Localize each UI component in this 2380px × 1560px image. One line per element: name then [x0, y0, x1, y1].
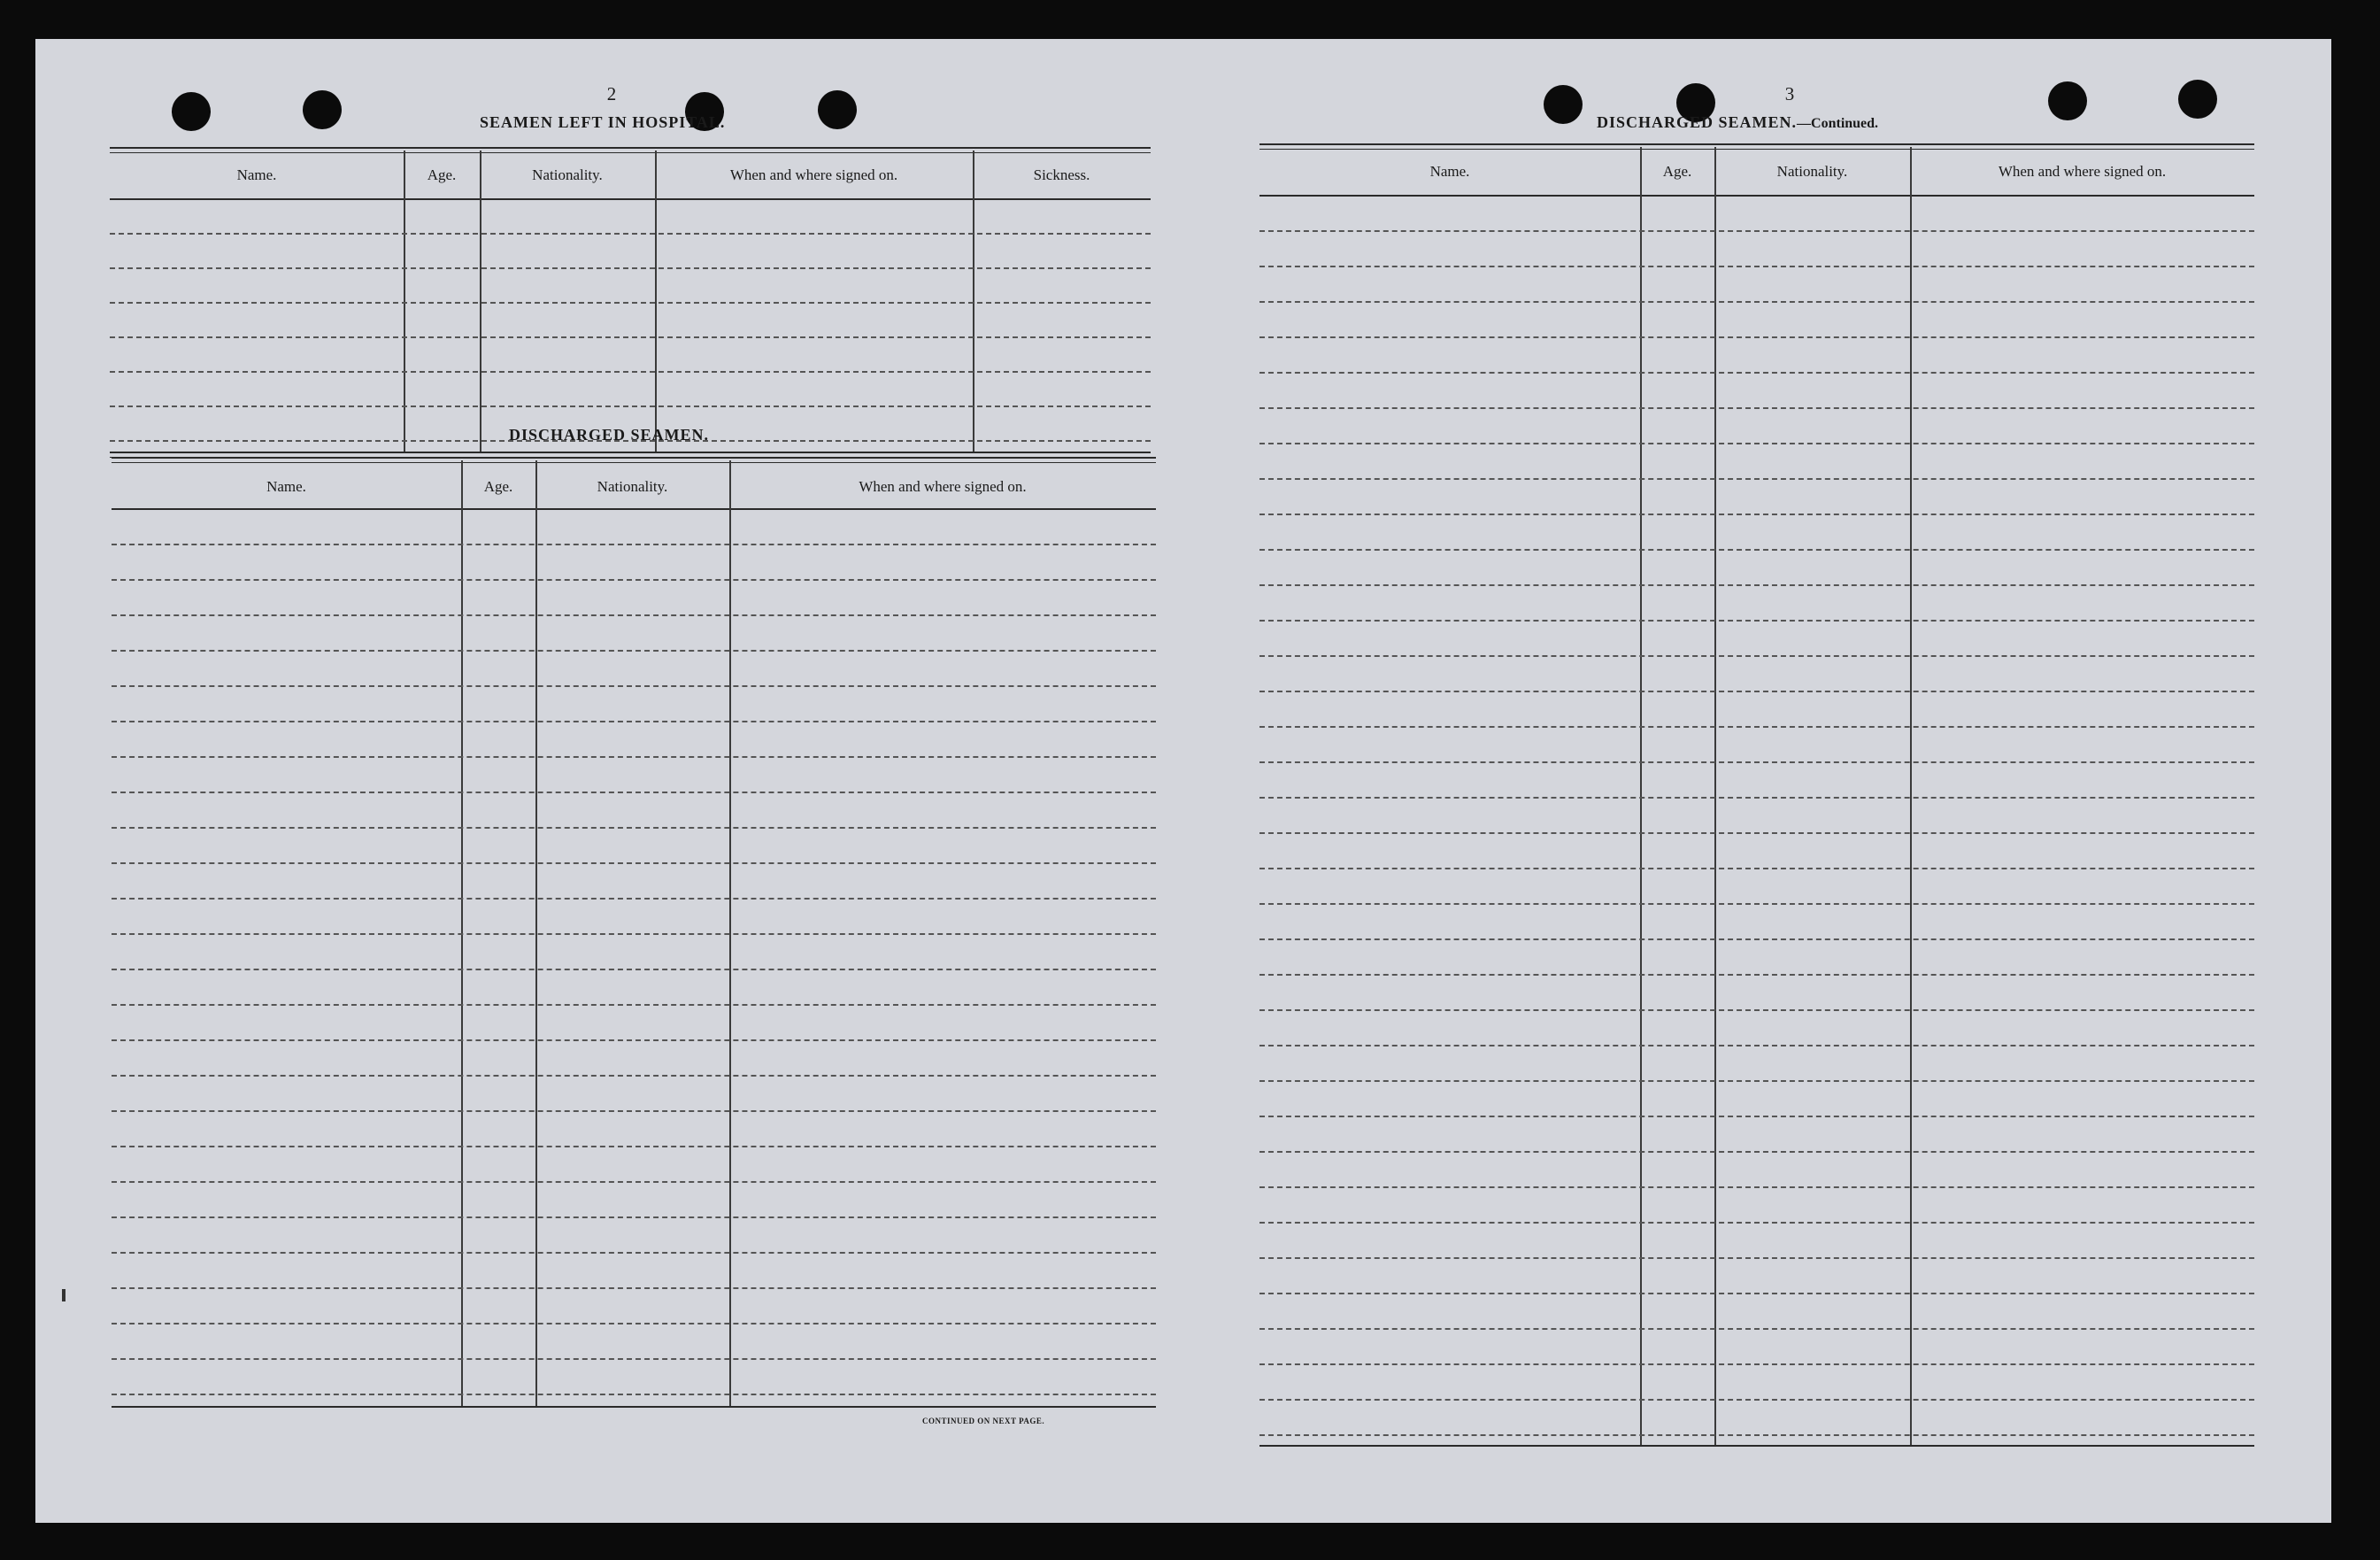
table-bottom-rule — [1259, 1445, 2254, 1447]
entry-line — [110, 233, 1151, 235]
header-rule — [1259, 195, 2254, 197]
punch-hole — [1544, 85, 1583, 124]
entry-line — [1259, 761, 2254, 763]
entry-line — [1259, 301, 2254, 303]
entry-line — [112, 756, 1156, 758]
right-page — [1186, 39, 2331, 1523]
entry-line — [112, 862, 1156, 864]
entry-line — [1259, 1257, 2254, 1259]
column-header: Age. — [427, 166, 457, 183]
entry-line — [112, 792, 1156, 793]
entry-line — [112, 827, 1156, 829]
entry-line — [110, 267, 1151, 269]
entry-line — [1259, 549, 2254, 551]
entry-line — [112, 1394, 1156, 1395]
table-top-rule — [110, 147, 1151, 153]
entry-line — [112, 1075, 1156, 1077]
entry-line — [1259, 372, 2254, 374]
entry-line — [1259, 266, 2254, 267]
entry-line — [112, 1004, 1156, 1006]
entry-line — [112, 969, 1156, 970]
table-top-rule — [1259, 143, 2254, 150]
entry-line — [112, 1358, 1156, 1360]
entry-line — [112, 1181, 1156, 1183]
entry-line — [1259, 407, 2254, 409]
column-header: When and where signed on. — [859, 478, 1027, 495]
entry-line — [1259, 1186, 2254, 1188]
discharged-table — [112, 457, 1156, 1413]
entry-line — [1259, 514, 2254, 515]
header-rule — [110, 198, 1151, 200]
entry-line — [112, 650, 1156, 652]
continued-note: CONTINUED ON NEXT PAGE. — [922, 1417, 1045, 1425]
entry-line — [112, 579, 1156, 581]
column-header: Age. — [483, 478, 513, 495]
entry-line — [1259, 620, 2254, 622]
entry-line — [110, 302, 1151, 304]
entry-line — [1259, 1434, 2254, 1436]
ink-mark — [62, 1289, 65, 1301]
entry-line — [112, 685, 1156, 687]
entry-line — [1259, 1399, 2254, 1401]
entry-line — [112, 1216, 1156, 1218]
entry-line — [1259, 797, 2254, 799]
entry-line — [112, 721, 1156, 722]
column-header: Sickness. — [1033, 166, 1090, 183]
entry-line — [112, 614, 1156, 616]
entry-line — [1259, 336, 2254, 338]
entry-line — [110, 405, 1151, 407]
column-header: Name. — [266, 478, 306, 495]
hospital-section-title: SEAMEN LEFT IN HOSPITAL. — [480, 113, 726, 131]
title-continued: —Continued. — [1797, 116, 1879, 131]
entry-line — [1259, 1080, 2254, 1082]
table-bottom-rule — [112, 1406, 1156, 1408]
entry-line — [112, 933, 1156, 935]
entry-line — [1259, 1293, 2254, 1294]
punch-hole — [818, 90, 857, 129]
column-header: When and where signed on. — [1998, 163, 2167, 180]
entry-line — [110, 371, 1151, 373]
entry-line — [1259, 1116, 2254, 1117]
discharged-section-title: DISCHARGED SEAMEN. — [509, 426, 710, 444]
column-header: When and where signed on. — [729, 166, 898, 183]
entry-line — [112, 1252, 1156, 1254]
left-page — [35, 39, 1168, 1523]
entry-line — [1259, 1363, 2254, 1365]
column-header: Nationality. — [532, 166, 603, 183]
entry-line — [1259, 1151, 2254, 1153]
title-main: DISCHARGED SEAMEN. — [1597, 113, 1798, 131]
punch-hole — [2048, 81, 2087, 120]
entry-line — [1259, 230, 2254, 232]
punch-hole — [2178, 80, 2217, 119]
entry-line — [1259, 655, 2254, 657]
entry-line — [1259, 1009, 2254, 1011]
punch-hole — [303, 90, 342, 129]
entry-line — [1259, 726, 2254, 728]
entry-line — [1259, 443, 2254, 444]
entry-line — [1259, 584, 2254, 586]
column-divider — [1714, 147, 1716, 1445]
entry-line — [112, 544, 1156, 545]
column-header: Name. — [236, 166, 277, 183]
entry-line — [1259, 478, 2254, 480]
column-header: Nationality. — [597, 478, 668, 495]
entry-line — [112, 1146, 1156, 1147]
hospital-table — [110, 147, 1151, 457]
entry-line — [1259, 1045, 2254, 1046]
entry-line — [112, 1110, 1156, 1112]
entry-line — [1259, 1328, 2254, 1330]
entry-line — [112, 1039, 1156, 1041]
header-rule — [112, 508, 1156, 510]
entry-line — [1259, 903, 2254, 905]
entry-line — [112, 1287, 1156, 1289]
entry-line — [1259, 832, 2254, 834]
entry-line — [1259, 974, 2254, 976]
column-header: Name. — [1429, 163, 1470, 180]
entry-line — [112, 898, 1156, 900]
discharged-continued-title — [1597, 113, 1878, 132]
form-sheet — [35, 39, 2331, 1523]
column-divider — [1910, 147, 1912, 1445]
entry-line — [1259, 1222, 2254, 1224]
punch-hole — [172, 92, 211, 131]
entry-line — [1259, 868, 2254, 869]
table-top-rule — [112, 457, 1156, 463]
discharged-continued-table — [1259, 143, 2254, 1454]
page-number: 2 — [606, 83, 617, 104]
entry-line — [110, 336, 1151, 338]
entry-line — [1259, 691, 2254, 692]
column-header: Age. — [1662, 163, 1692, 180]
entry-line — [112, 1323, 1156, 1324]
page-number: 3 — [1784, 83, 1795, 104]
column-header: Nationality. — [1776, 163, 1848, 180]
column-divider — [1640, 147, 1642, 1445]
entry-line — [1259, 938, 2254, 940]
